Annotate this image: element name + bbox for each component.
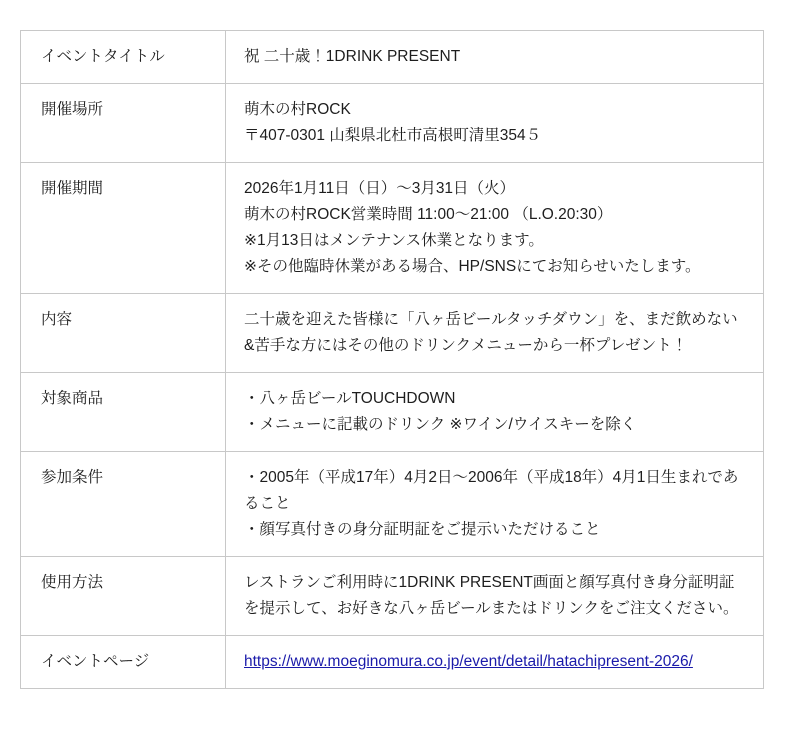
event-page-link[interactable]: https://www.moeginomura.co.jp/event/detail/hatachipresent-2026/ [244, 653, 693, 670]
row-value-usage [226, 557, 764, 636]
row-value-period [226, 163, 764, 294]
row-event-title [21, 31, 764, 84]
row-eligible-products [21, 373, 764, 452]
row-value-conditions [226, 452, 764, 557]
row-usage [21, 557, 764, 636]
row-label-usage: 使用方法 [21, 557, 226, 636]
row-value-description [226, 294, 764, 373]
row-event-page [21, 636, 764, 689]
row-venue [21, 84, 764, 163]
row-label-period: 開催期間 [21, 163, 226, 294]
period-note1-text: ※1月13日はメンテナンス休業となります。 [244, 232, 544, 249]
description-text: 二十歳を迎えた皆様に「八ヶ岳ビールタッチダウン」を、まだ飲めない&苦手な方にはその他のドリンクメニューから一杯プレゼント！ [244, 311, 738, 354]
period-dates-text: 2026年1月11日（日）〜3月31日（火） [244, 180, 516, 197]
row-period [21, 163, 764, 294]
row-label-description: 内容 [21, 294, 226, 373]
row-value-event-page [226, 636, 764, 689]
row-label-event-title: イベントタイトル [21, 31, 226, 84]
event-details-table [20, 30, 764, 689]
condition-2-text: ・顔写真付きの身分証明証をご提示いただけること [244, 521, 601, 538]
venue-name-text: 萌木の村ROCK [244, 101, 351, 118]
row-value-event-title [226, 31, 764, 84]
eligible-product-2-text: ・メニューに記載のドリンク ※ワイン/ウイスキーを除く [244, 416, 637, 433]
period-hours-text: 萌木の村ROCK営業時間 11:00〜21:00 （L.O.20:30） [244, 206, 613, 223]
venue-address-text: 〒407-0301 山梨県北杜市高根町清里354５ [244, 127, 542, 144]
row-description [21, 294, 764, 373]
row-label-eligible-products: 対象商品 [21, 373, 226, 452]
row-label-venue: 開催場所 [21, 84, 226, 163]
row-conditions [21, 452, 764, 557]
row-value-venue [226, 84, 764, 163]
usage-text: レストランご利用時に1DRINK PRESENT画面と顔写真付き身分証明証を提示して、お好きな八ヶ岳ビールまたはドリンクをご注文ください。 [244, 574, 739, 617]
row-label-conditions: 参加条件 [21, 452, 226, 557]
event-title-text: 祝 二十歳！1DRINK PRESENT [244, 48, 461, 65]
period-note2-text: ※その他臨時休業がある場合、HP/SNSにてお知らせいたします。 [244, 258, 701, 275]
row-value-eligible-products [226, 373, 764, 452]
event-details [20, 30, 764, 689]
eligible-product-1-text: ・八ヶ岳ビールTOUCHDOWN [244, 390, 456, 407]
row-label-event-page: イベントページ [21, 636, 226, 689]
condition-1-text: ・2005年（平成17年）4月2日〜2006年（平成18年）4月1日生まれであること [244, 469, 739, 512]
